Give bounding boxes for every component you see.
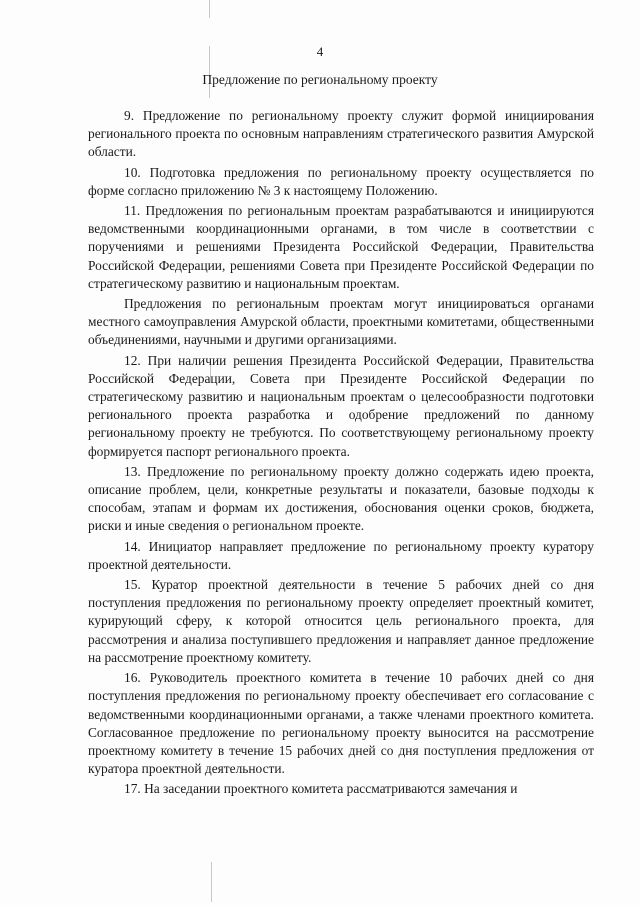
scan-fold-line [211, 862, 212, 902]
page-number: 4 [316, 44, 324, 59]
paragraph-10: 10. Подготовка предложения по региональному проекту осуществляется по форме согласно приложению № 3 к настоящему Положению. [88, 164, 594, 198]
paragraph-11: 11. Предложения по региональным проектам разрабатываются и инициируются ведомственными координационными органами, в том числе в соответствии с поручениями и решениями Президента Российской Федерации, Правительства Российской Федерации, решениями Совета при Президенте Российской Федерации по стратегическому развитию и национальным проектам. [88, 203, 594, 291]
paragraph-12: 12. При наличии решения Президента Российской Федерации, Правительства Российской Федерации, Совета при Президенте Российской Федерации по стратегическому развитию и национальным проектам о целесообразности подготовки регионального проекта разработка и одобрение предложений по данному региональному проекту не требуются. По соответствующему региональному проекту формируется паспорт регионального проекта. [88, 352, 594, 459]
paragraph-9: 9. Предложение по региональному проекту служит формой инициирования регионального проекта по основным направлениям стратегического развития Амурской области. [88, 108, 594, 160]
paragraph-15: 15. Куратор проектной деятельности в течение 5 рабочих дней со дня поступления предложения по региональному проекту определяет проектный комитет, курирующий сферу, к которой относится цель регионального проекта, для рассмотрения и анализа поступившего предложения и направляет данное предложение на рассмотрение проектному комитету. [88, 577, 594, 665]
paragraph-11-continued: Предложения по региональным проектам могут инициироваться органами местного самоуправления Амурской области, проектными комитетами, общественными объединениями, научными и другими организациями. [88, 296, 594, 348]
paragraph-17: 17. На заседании проектного комитета рассматриваются замечания и [124, 781, 518, 797]
paragraph-14: 14. Инициатор направляет предложение по региональному проекту куратору проектной деятельности. [88, 538, 594, 572]
paragraph-13: 13. Предложение по региональному проекту должно содержать идею проекта, описание проблем, цели, конкретные результаты и показатели, базовые подходы к способам, этапам и формам их достижения, обоснования оценки сроков, бюджета, риски и иные сведения о региональном проекте. [88, 463, 594, 534]
paragraph-16: 16. Руководитель проектного комитета в течение 10 рабочих дней со дня поступления предложения по региональному проекту обеспечивает его согласование с ведомственными координационными органами, а также членами проектного комитета. Согласованное предложение по региональному проекту выносится на рассмотрение проектному комитету в течение 15 рабочих дней со дня поступления предложения от куратора проектной деятельности. [88, 670, 594, 777]
section-title: Предложение по региональному проекту [202, 72, 438, 87]
document-body [88, 107, 594, 801]
scan-fold-line [209, 0, 210, 18]
